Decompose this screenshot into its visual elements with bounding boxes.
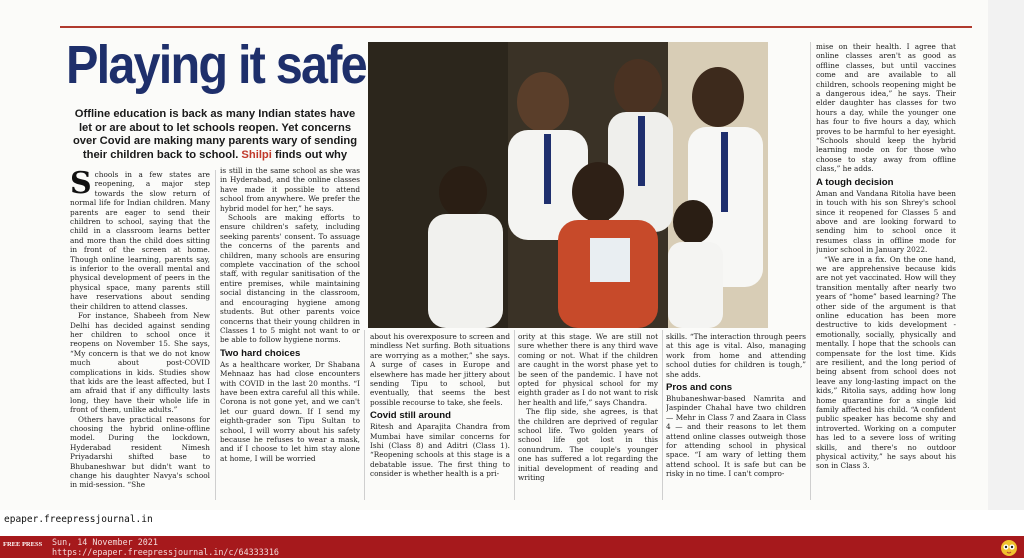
article-column-6 [816, 42, 956, 500]
paragraph: Schools are making efforts to ensure children's safety, including seeking parents' consent. To assuage the concerns of the parents and children, many schools are ensuring complete vaccination of the school staff, with regular sanitisation of the entire premises, while maintaining social distancing in the classroom, and encouraging hygiene among students. But other parents voice concerns that their young children in Classes 1 to 5 might not want to or be able to follow hygiene norms. [220, 213, 360, 345]
paragraph: chools in a few states are reopening, a major step towards the slow return of normal life for Indian children. Many parents are eager to send their children to school, saying that the child in a classroom learns better and more than the child does sitting in front of the screen at home. Though online learning, parents say, is inferior to the overall mental and physical development of peers in the physical space, many parents still have reservations about sending their children to attend classes. [70, 170, 210, 311]
paragraph: The flip side, she agrees, is that the children are deprived of regular school life. Two golden years of school life got lost in this conundrum. The couple's younger one has suffered a lot regarding the initial development of reading and writing [518, 407, 658, 483]
column-divider [364, 330, 365, 500]
deck-text: Offline education is back as many Indian states have let or are about to let schools reopen. Yet concerns over Covid are making many parents wary of sending their children back to school. [72, 108, 358, 161]
paragraph: For instance, Shabeeh from New Delhi has decided against sending her children to school once it reopens on November 15. She says, “My concern is that we do not know much about post-COVID complications in kids. Studies show that kids are the least affected, but I am afraid that if any difficulty lasts long, they have their whole life in front of them, unlike adults.” [70, 311, 210, 415]
article-column-5 [666, 332, 806, 500]
edition-date: Sun, 14 November 2021 [52, 537, 158, 547]
paragraph: about his overexposure to screen and mindless Net surfing. Both situations are worrying as a mother,” she says. A surge of cases in Europe and elsewhere has made her jittery about sending Tipu to school, but eventually, that seems the best possible recourse to take, she feels. [370, 332, 510, 407]
subheading-a-tough-decision: A tough decision [816, 176, 894, 188]
paragraph: Bhubaneshwar-based Namrita and Jaspinder Chahal have two children — Mehr in Class 7 and Zaara in Class 4 — and their reasons to let them attend online classes outweigh those for attending school in physical space. “I am wary of letting them attend school. It is safe but can be risky in no time. I can't compro- [666, 394, 806, 479]
paragraph: “We are in a fix. On the one hand, we are apprehensive because kids are not yet vaccinated. How will they transition mentally after nearly two years of “home” based learning? The other side of the argument is that online education has been more destructive to kids development - emotionally, socially, physically and mentally. I hope that the schools can compensate for the lost time. Kids are resilient, and the long period of being absent from school does not leave any long-lasting impact on the kids,” Ritolia says, adding how long home quarantine for a single kid family affected his child. “A confident public speaker has become shy and introverted. Working on a computer has led to a severe loss of writing skills, and there's no outdoor physical activity,” he says about his son in Class 3. [816, 254, 956, 471]
paragraph: is still in the same school as she was in Hyderabad, and the online classes have made it possible to attend school from anywhere. We prefer the hybrid model for her,” he says. [220, 166, 360, 213]
subheading-pros-and-cons: Pros and cons [666, 382, 733, 394]
mascot-icon [998, 537, 1020, 557]
column-divider [215, 170, 216, 500]
subheading-covid-still-around: Covid still around [370, 410, 452, 422]
paragraph: mise on their health. I agree that online classes aren't as good as offline classes, but until vaccines come and are available to all children, schools reopening might be a dangerous idea,” he says. Their elder daughter has classes for two hours a day, while the younger one has four to five hours a day, which proves to be harmful to her eyesight. “Schools should keep the hybrid learning mode on for those who choose to stay away from offline class,” he adds. [816, 42, 956, 174]
article-link[interactable]: https://epaper.freepressjournal.in/c/64333316 [52, 546, 279, 557]
article-deck [70, 108, 360, 162]
column-divider [514, 330, 515, 500]
column-divider [810, 42, 811, 500]
article-column-3 [370, 332, 510, 500]
paragraph: Ritesh and Aparajita Chandra from Mumbai have similar concerns for Ishi (Class 8) and Aditri (Class 1). “Reopening schools at this stage is a debatable issue. The first thing to consider is whether health is a pri- [370, 422, 510, 479]
footer-meta [52, 538, 279, 557]
article-photo [368, 42, 768, 328]
subheading-two-hard-choices: Two hard choices [220, 347, 301, 359]
source-site: epaper.freepressjournal.in [4, 514, 153, 525]
paragraph: As a healthcare worker, Dr Shabana Mehnaaz has had close encounters with COVID in the last 20 months. “I have been extra careful all this while. Corona is not gone yet, and we can't let our guard down. If I send my eighth-grader son Tipu Sultan to school, I will worry about his safety because he refuses to wear a mask, and if I choose to let him stay alone at home, I will be worried [220, 359, 360, 463]
classroom-photo-illustration [368, 42, 768, 328]
drop-cap: S [70, 170, 92, 201]
free-press-logo: FREE PRESS [3, 541, 43, 548]
paragraph: skills. “The interaction through peers at this age is vital. Also, managing work from home and attending school duties for children is tough,” she adds. [666, 332, 806, 379]
paragraph: Aman and Vandana Ritolia have been in touch with his son Shrey's school since it reopened for Classes 5 and above and are looking forward to sending him to school once it resumes class in offline mode for junior school in January 2022. [816, 188, 956, 255]
article-column-2 [220, 166, 360, 500]
deck-end: finds out why [275, 148, 348, 161]
page-margin [988, 0, 1024, 510]
article-title: Playing it safe [66, 35, 366, 95]
column-divider [662, 330, 663, 500]
deck-author: Shilpi [241, 148, 272, 161]
article-column-1 [70, 170, 210, 500]
paragraph: Others have practical reasons for choosing the hybrid online-offline model. During the lockdown, Hyderabad resident Nimesh Priyadarshi shifted base to Bhubaneshwar but didn't want to change his daughter Navya's school in mid-session. “She [70, 414, 210, 490]
article-column-4 [518, 332, 658, 500]
paragraph: ority at this stage. We are still not sure whether there is any third wave coming or not. What if the children are caught in the worst phase yet to be seen of the pandemic. I have not opted for physical school for my eighth grader as I do not want to risk her health and life,” says Chandra. [518, 332, 658, 407]
